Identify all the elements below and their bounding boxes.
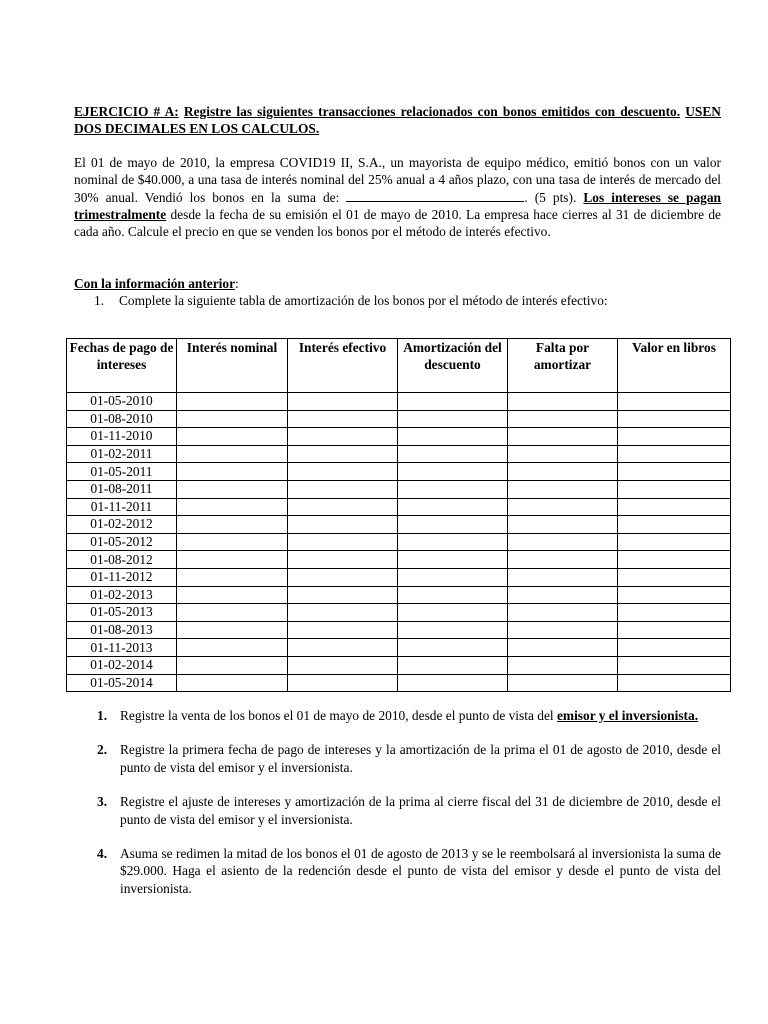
header-cell: Amortización del descuento [398, 339, 508, 393]
empty-cell[interactable] [177, 498, 288, 516]
empty-cell[interactable] [177, 656, 288, 674]
empty-cell[interactable] [177, 463, 288, 481]
empty-cell[interactable] [288, 410, 398, 428]
intro-part-3: desde la fecha de su emisión el 01 de mayo de 2010. La empresa hace cierres al 31 de diciembre de cada año. Calcule el precio en que se venden los bonos por el método de interés efectivo. [74, 207, 721, 240]
date-cell: 01-11-2010 [67, 428, 177, 446]
date-cell: 01-08-2013 [67, 621, 177, 639]
date-cell: 01-02-2013 [67, 586, 177, 604]
instruction-number: 1. [94, 293, 105, 309]
empty-cell[interactable] [618, 498, 731, 516]
empty-cell[interactable] [398, 428, 508, 446]
empty-cell[interactable] [508, 621, 618, 639]
empty-cell[interactable] [508, 393, 618, 411]
empty-cell[interactable] [618, 428, 731, 446]
empty-cell[interactable] [618, 393, 731, 411]
empty-cell[interactable] [177, 516, 288, 534]
date-cell: 01-08-2010 [67, 410, 177, 428]
header-cell: Interés efectivo [288, 339, 398, 393]
empty-cell[interactable] [288, 393, 398, 411]
empty-cell[interactable] [288, 639, 398, 657]
empty-cell[interactable] [508, 568, 618, 586]
date-cell: 01-02-2014 [67, 656, 177, 674]
table-row [67, 604, 731, 622]
empty-cell[interactable] [398, 533, 508, 551]
empty-cell[interactable] [398, 516, 508, 534]
empty-cell[interactable] [618, 568, 731, 586]
empty-cell[interactable] [508, 463, 618, 481]
date-cell: 01-11-2012 [67, 568, 177, 586]
empty-cell[interactable] [288, 428, 398, 446]
instruction-text: Complete la siguiente tabla de amortización de los bonos por el método de interés efectivo: [119, 293, 608, 309]
empty-cell[interactable] [508, 586, 618, 604]
empty-cell[interactable] [508, 604, 618, 622]
instruction-item [94, 292, 721, 309]
empty-cell[interactable] [398, 393, 508, 411]
empty-cell[interactable] [618, 463, 731, 481]
empty-cell[interactable] [288, 498, 398, 516]
empty-cell[interactable] [508, 639, 618, 657]
table-row [67, 445, 731, 463]
empty-cell[interactable] [508, 428, 618, 446]
empty-cell[interactable] [618, 604, 731, 622]
empty-cell[interactable] [288, 480, 398, 498]
empty-cell[interactable] [177, 480, 288, 498]
table-row [67, 674, 731, 692]
empty-cell[interactable] [508, 551, 618, 569]
empty-cell[interactable] [177, 604, 288, 622]
empty-cell[interactable] [177, 674, 288, 692]
question-item [74, 793, 721, 828]
date-cell: 01-05-2010 [67, 393, 177, 411]
date-cell: 01-05-2014 [67, 674, 177, 692]
empty-cell[interactable] [398, 621, 508, 639]
document-body [74, 103, 721, 310]
table-row [67, 551, 731, 569]
empty-cell[interactable] [398, 656, 508, 674]
empty-cell[interactable] [288, 621, 398, 639]
empty-cell[interactable] [398, 410, 508, 428]
empty-cell[interactable] [177, 639, 288, 657]
answer-blank[interactable] [346, 189, 524, 202]
title-text: Registre las siguientes transacciones relacionados con bonos emitidos con descuento. [183, 104, 681, 119]
empty-cell[interactable] [398, 604, 508, 622]
date-cell: 01-02-2012 [67, 516, 177, 534]
empty-cell[interactable] [398, 551, 508, 569]
header-cell: Fechas de pago de intereses [67, 339, 177, 393]
intro-part-1: El 01 de mayo de 2010, la empresa COVID19 II, S.A., un mayorista de equipo médico, emitió bonos con un valor nominal de $40.000, a una tasa de interés nominal del 25% anual a 4 años plazo, con una tasa de interés de mercado del 30% anual. Vendió los bonos en la suma de: [74, 154, 721, 205]
empty-cell[interactable] [288, 656, 398, 674]
exercise-title [74, 103, 721, 138]
empty-cell[interactable] [618, 445, 731, 463]
empty-cell[interactable] [177, 428, 288, 446]
question-emphasis: emisor y el inversionista. [556, 708, 699, 723]
empty-cell[interactable] [177, 410, 288, 428]
empty-cell[interactable] [398, 674, 508, 692]
empty-cell[interactable] [398, 568, 508, 586]
empty-cell[interactable] [618, 480, 731, 498]
table-row [67, 393, 731, 411]
date-cell: 01-05-2013 [67, 604, 177, 622]
intro-bold-note: Los intereses se pagan trimestralmente [74, 189, 721, 223]
date-cell: 01-11-2011 [67, 498, 177, 516]
empty-cell[interactable] [288, 568, 398, 586]
amortization-table [66, 338, 731, 692]
date-cell: 01-05-2012 [67, 533, 177, 551]
question-item [74, 707, 721, 724]
section-heading: Con la información anterior: [74, 275, 239, 291]
empty-cell[interactable] [508, 516, 618, 534]
empty-cell[interactable] [177, 533, 288, 551]
table-row [67, 656, 731, 674]
empty-cell[interactable] [618, 533, 731, 551]
empty-cell[interactable] [618, 639, 731, 657]
title-emphasis: USEN DOS DECIMALES EN LOS CALCULOS. [74, 104, 721, 137]
empty-cell[interactable] [398, 445, 508, 463]
empty-cell[interactable] [618, 410, 731, 428]
empty-cell[interactable] [288, 551, 398, 569]
questions-list [74, 707, 721, 914]
empty-cell[interactable] [398, 586, 508, 604]
empty-cell[interactable] [618, 674, 731, 692]
header-cell: Interés nominal [177, 339, 288, 393]
empty-cell[interactable] [508, 533, 618, 551]
empty-cell[interactable] [618, 656, 731, 674]
empty-cell[interactable] [288, 586, 398, 604]
empty-cell[interactable] [288, 533, 398, 551]
table-row [67, 621, 731, 639]
table-row [67, 480, 731, 498]
question-number: 4. [97, 846, 108, 862]
table-row [67, 639, 731, 657]
empty-cell[interactable] [288, 604, 398, 622]
question-number: 3. [97, 794, 108, 810]
empty-cell[interactable] [398, 463, 508, 481]
empty-cell[interactable] [177, 586, 288, 604]
table-row [67, 568, 731, 586]
empty-cell[interactable] [508, 410, 618, 428]
empty-cell[interactable] [508, 674, 618, 692]
empty-cell[interactable] [177, 393, 288, 411]
table-row [67, 516, 731, 534]
title-prefix: EJERCICIO # A: [74, 104, 179, 119]
empty-cell[interactable] [288, 463, 398, 481]
empty-cell[interactable] [177, 621, 288, 639]
empty-cell[interactable] [508, 445, 618, 463]
header-cell: Valor en libros [618, 339, 731, 393]
empty-cell[interactable] [618, 586, 731, 604]
question-number: 2. [97, 742, 108, 758]
question-item [74, 845, 721, 897]
empty-cell[interactable] [177, 568, 288, 586]
date-cell: 01-05-2011 [67, 463, 177, 481]
table-row [67, 410, 731, 428]
empty-cell[interactable] [288, 516, 398, 534]
question-text: Registre el ajuste de intereses y amortización de la prima al cierre fiscal del 31 de diciembre de 2010, desde el punto de vista del emisor y el inversionista. [120, 794, 721, 827]
question-text: Registre la venta de los bonos el 01 de mayo de 2010, desde el punto de vista del [120, 708, 554, 723]
question-text: Asuma se redimen la mitad de los bonos el 01 de agosto de 2013 y se le reembolsará al inversionista la suma de $29.000. Haga el asiento de la redención desde el punto de vista del emisor y desde el punto de vista del inversionista. [120, 846, 721, 896]
question-number: 1. [97, 708, 108, 723]
empty-cell[interactable] [177, 551, 288, 569]
question-item [74, 741, 721, 776]
table-header-row [67, 339, 731, 393]
empty-cell[interactable] [618, 551, 731, 569]
table-row [67, 533, 731, 551]
empty-cell[interactable] [288, 674, 398, 692]
date-cell: 01-08-2011 [67, 480, 177, 498]
empty-cell[interactable] [398, 498, 508, 516]
empty-cell[interactable] [177, 445, 288, 463]
empty-cell[interactable] [618, 621, 731, 639]
empty-cell[interactable] [508, 656, 618, 674]
empty-cell[interactable] [398, 639, 508, 657]
empty-cell[interactable] [398, 480, 508, 498]
table-row [67, 586, 731, 604]
empty-cell[interactable] [288, 445, 398, 463]
date-cell: 01-08-2012 [67, 551, 177, 569]
intro-part-2: . (5 pts). [524, 189, 577, 205]
header-cell: Falta por amortizar [508, 339, 618, 393]
empty-cell[interactable] [618, 516, 731, 534]
table-row [67, 498, 731, 516]
date-cell: 01-11-2013 [67, 639, 177, 657]
question-text: Registre la primera fecha de pago de intereses y la amortización de la prima el 01 de agosto de 2010, desde el punto de vista del emisor y el inversionista. [120, 742, 721, 775]
empty-cell[interactable] [508, 498, 618, 516]
table-row [67, 428, 731, 446]
table-row [67, 463, 731, 481]
date-cell: 01-02-2011 [67, 445, 177, 463]
intro-paragraph [74, 154, 721, 241]
empty-cell[interactable] [508, 480, 618, 498]
